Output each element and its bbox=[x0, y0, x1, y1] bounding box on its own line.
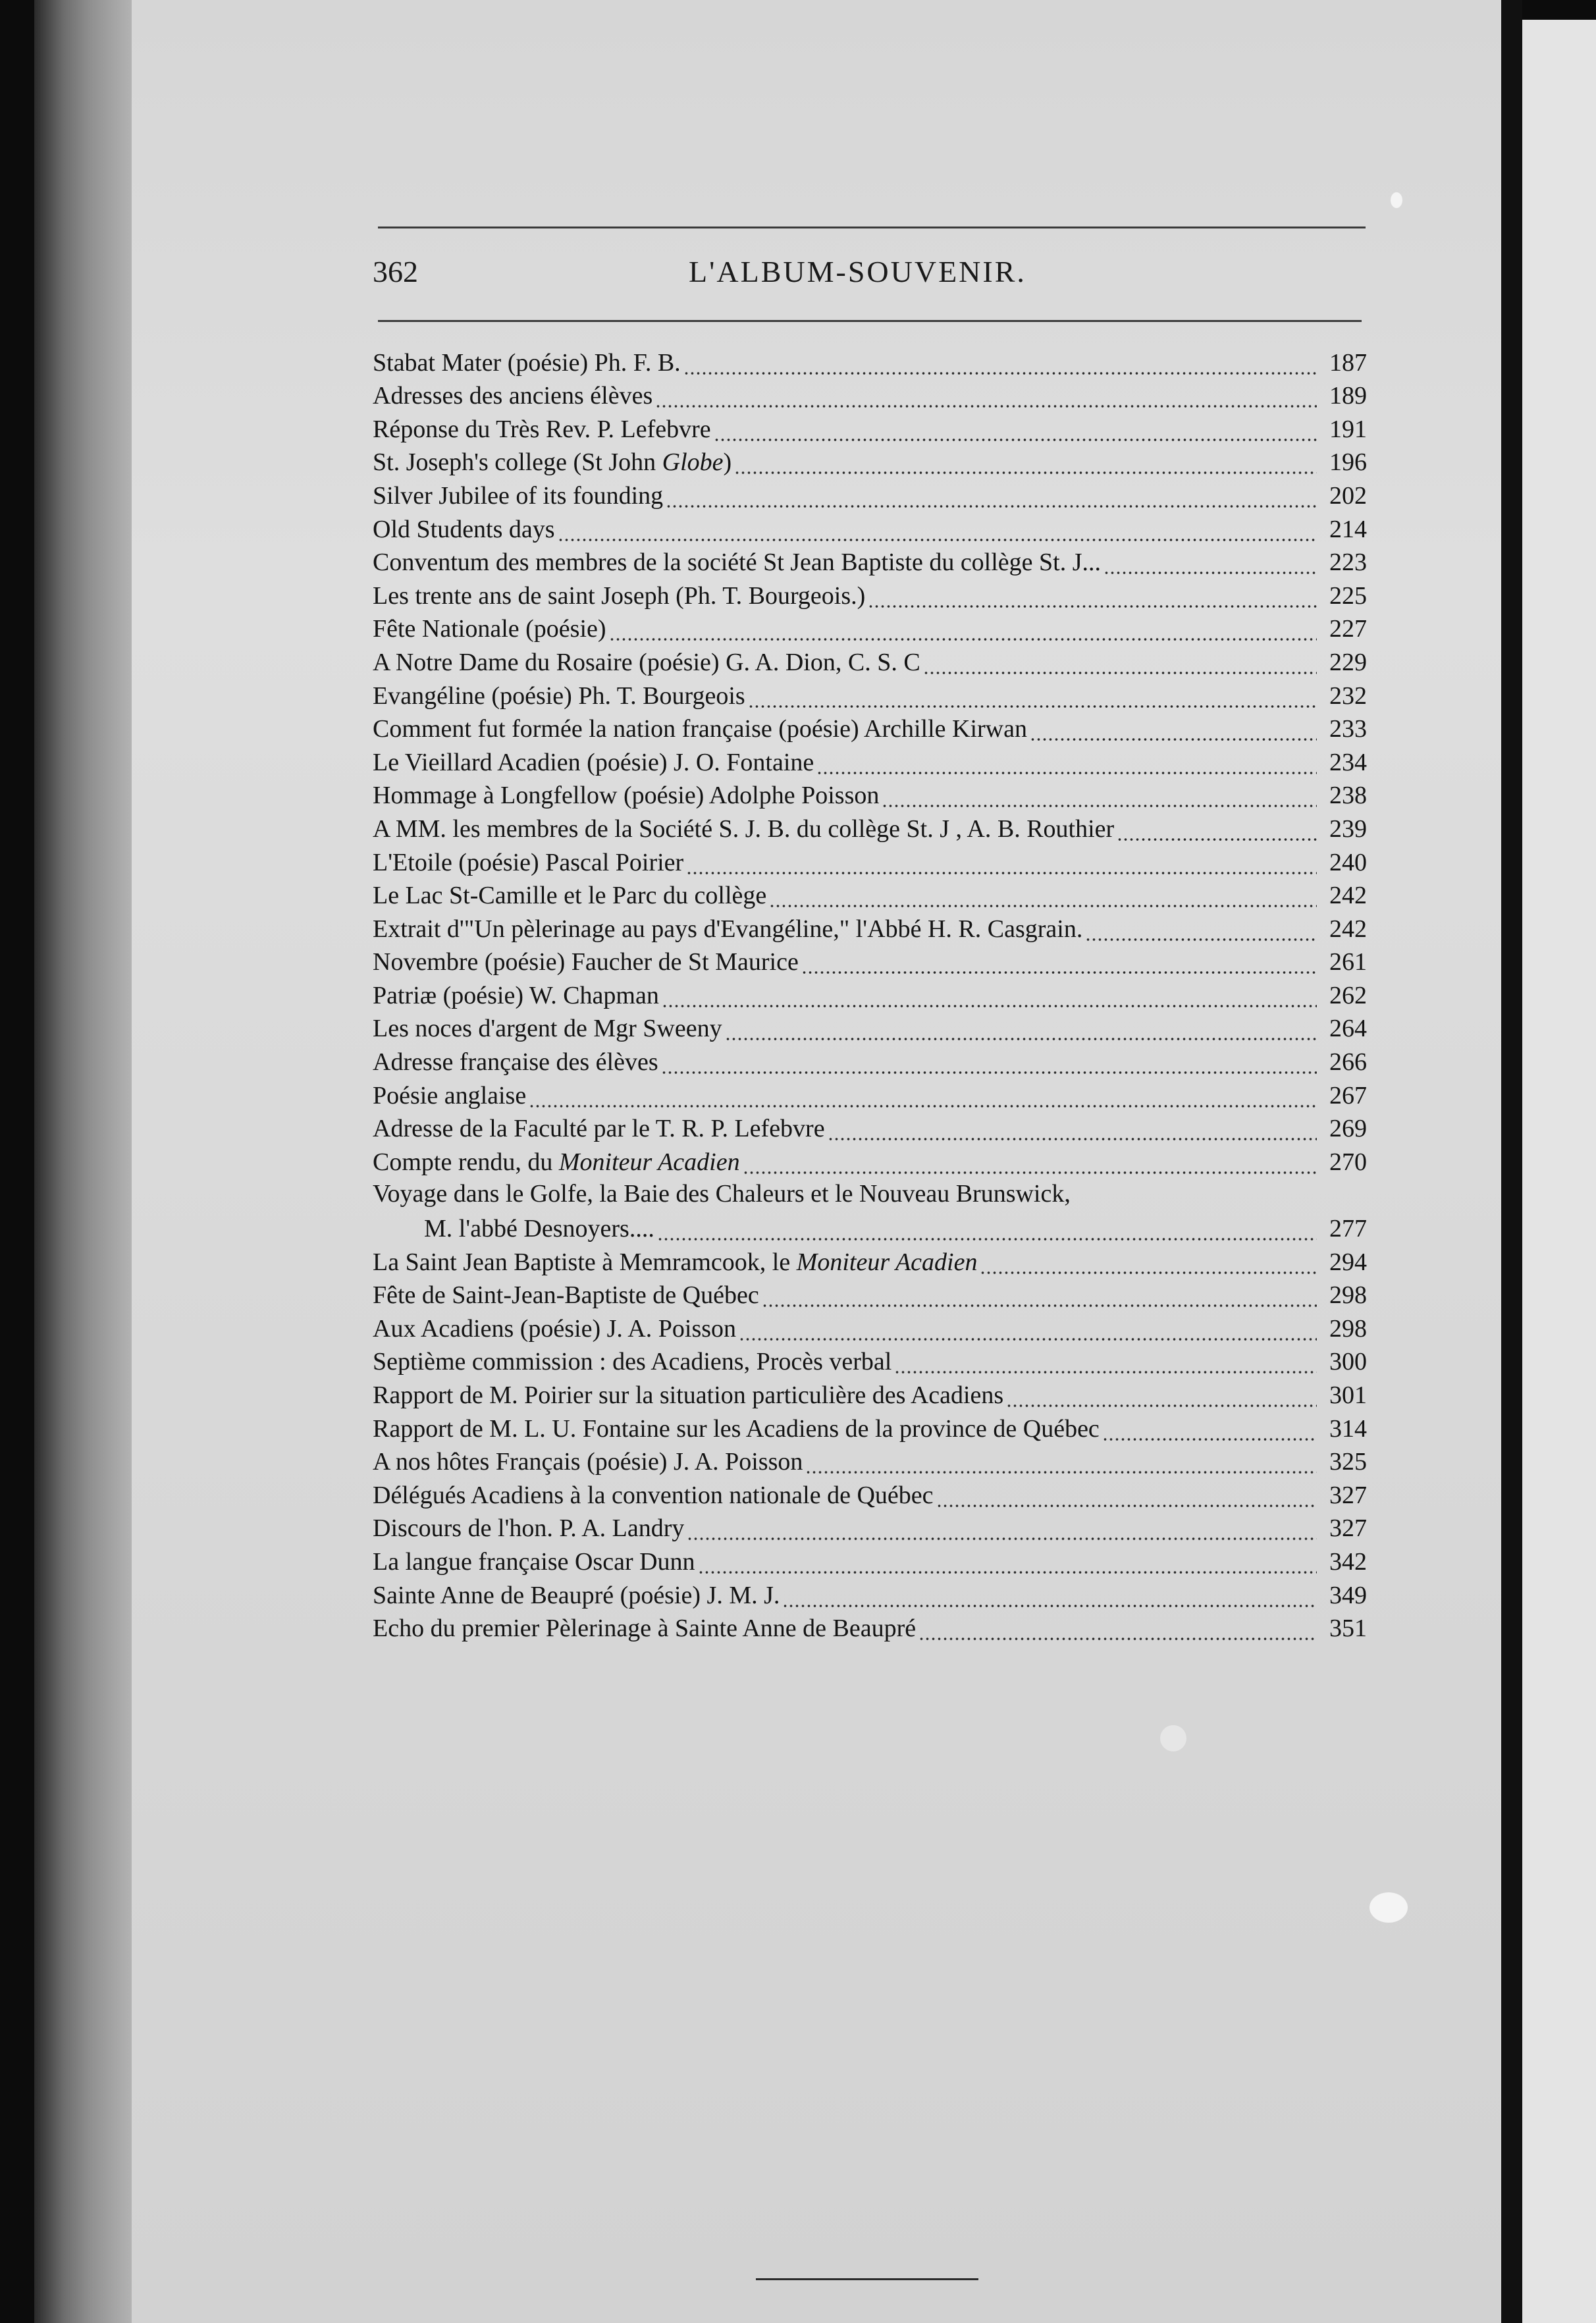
toc-entry-page: 223 bbox=[1329, 548, 1367, 577]
toc-entry bbox=[373, 1445, 1367, 1478]
toc-entry-title-suffix: ) bbox=[723, 448, 732, 477]
toc-entry-title-text: Conventum des membres de la société St Jean Baptiste du collège St. J... bbox=[373, 548, 1102, 577]
dot-leader bbox=[980, 1246, 1317, 1278]
toc-entry bbox=[373, 612, 1367, 645]
toc-entry-title-text: M. l'abbé Desnoyers.... bbox=[424, 1215, 654, 1243]
toc-entry bbox=[373, 1278, 1367, 1312]
dot-leader bbox=[1006, 1379, 1317, 1411]
toc-entry-title bbox=[373, 1013, 722, 1044]
toc-entry-title-text: A nos hôtes Français (poésie) J. A. Poisson bbox=[373, 1448, 803, 1476]
toc-entry-title bbox=[373, 1413, 1100, 1445]
toc-entry-title bbox=[373, 946, 799, 978]
dot-leader bbox=[683, 347, 1317, 379]
dot-leader bbox=[739, 1313, 1317, 1345]
dot-leader bbox=[655, 380, 1317, 412]
toc-entry-title-text: Septième commission : des Acadiens, Procès verbal bbox=[373, 1348, 892, 1376]
toc-entry bbox=[373, 578, 1367, 612]
toc-entry-page: 327 bbox=[1329, 1514, 1367, 1543]
toc-entry bbox=[373, 1345, 1367, 1378]
toc-entry-title bbox=[373, 380, 652, 412]
dot-leader bbox=[687, 1512, 1317, 1544]
toc-entry-title-text: Les trente ans de saint Joseph (Ph. T. Bourgeois.) bbox=[373, 581, 866, 610]
toc-entry-page: 294 bbox=[1329, 1248, 1367, 1276]
toc-entry-title bbox=[373, 847, 683, 878]
toc-entry-page: 266 bbox=[1329, 1048, 1367, 1077]
toc-entry-page: 196 bbox=[1329, 448, 1367, 477]
book-title: L'ALBUM-SOUVENIR. bbox=[689, 255, 1026, 288]
toc-entry-page: 233 bbox=[1329, 715, 1367, 743]
toc-entry-title bbox=[373, 1046, 658, 1078]
toc-entry-page: 234 bbox=[1329, 748, 1367, 776]
toc-entry bbox=[373, 745, 1367, 778]
dot-leader bbox=[918, 1613, 1317, 1644]
facing-page-edge bbox=[1522, 20, 1596, 2323]
toc-entry-title bbox=[373, 1146, 740, 1178]
toc-entry-title-text: Discours de l'hon. P. A. Landry bbox=[373, 1514, 685, 1543]
dot-leader bbox=[1117, 813, 1317, 845]
toc-entry-title bbox=[373, 913, 1082, 945]
toc-entry-page: 327 bbox=[1329, 1481, 1367, 1509]
toc-entry-title bbox=[373, 514, 555, 545]
toc-entry-title bbox=[373, 980, 659, 1011]
toc-entry bbox=[373, 512, 1367, 545]
toc-entry-title-italic: Moniteur Acadien bbox=[796, 1248, 978, 1276]
toc-entry-title bbox=[373, 1446, 803, 1478]
toc-entry-first-line: Voyage dans le Golfe, la Baie des Chaleurs et le Nouveau Brunswick, bbox=[373, 1179, 1071, 1208]
toc-entry bbox=[373, 345, 1367, 379]
scan-speck bbox=[1370, 1892, 1408, 1923]
toc-entry-title-text: Evangéline (poésie) Ph. T. Bourgeois bbox=[373, 681, 745, 710]
toc-entry bbox=[373, 678, 1367, 712]
toc-entry-page: 232 bbox=[1329, 681, 1367, 710]
toc-entry-page: 349 bbox=[1329, 1581, 1367, 1609]
book-gutter bbox=[1501, 0, 1522, 2323]
dot-leader bbox=[923, 647, 1317, 678]
toc-entry-page: 227 bbox=[1329, 615, 1367, 643]
dot-leader bbox=[801, 946, 1317, 978]
dot-leader bbox=[734, 446, 1317, 478]
toc-entry-title bbox=[373, 347, 681, 379]
toc-entry bbox=[373, 1011, 1367, 1045]
toc-entry-title bbox=[373, 1580, 780, 1611]
toc-entry-title-text: Les noces d'argent de Mgr Sweeny bbox=[373, 1015, 722, 1043]
toc-entry-title bbox=[373, 446, 732, 478]
toc-entry bbox=[373, 645, 1367, 678]
toc-entry-title-text: A Notre Dame du Rosaire (poésie) G. A. Dion, C. S. C bbox=[373, 648, 920, 676]
dot-leader bbox=[782, 1580, 1317, 1611]
toc-entry-title bbox=[373, 813, 1114, 845]
toc-entry-title-text: Poésie anglaise bbox=[373, 1081, 527, 1109]
dot-leader bbox=[805, 1446, 1317, 1478]
toc-entry bbox=[373, 1411, 1367, 1445]
dot-leader bbox=[714, 414, 1317, 445]
toc-entry bbox=[373, 811, 1367, 845]
toc-entry-title-text: Novembre (poésie) Faucher de St Maurice bbox=[373, 948, 799, 976]
toc-entry-page: 261 bbox=[1329, 948, 1367, 976]
toc-entry-page: 240 bbox=[1329, 848, 1367, 876]
toc-entry-title-text: Adresse de la Faculté par le T. R. P. Lefebvre bbox=[373, 1115, 825, 1143]
toc-entry-page: 238 bbox=[1329, 782, 1367, 810]
toc-entry-title-text: Stabat Mater (poésie) Ph. F. B. bbox=[373, 348, 681, 377]
toc-entry-page: 300 bbox=[1329, 1348, 1367, 1376]
toc-entry-title bbox=[373, 713, 1027, 745]
running-head bbox=[373, 249, 1367, 295]
toc-entry-page: 267 bbox=[1329, 1081, 1367, 1109]
toc-entry-page: 325 bbox=[1329, 1448, 1367, 1476]
toc-entry-page: 269 bbox=[1329, 1115, 1367, 1143]
toc-entry-title-text: Adresse française des élèves bbox=[373, 1048, 658, 1077]
dot-leader bbox=[657, 1213, 1317, 1244]
toc-entry bbox=[373, 1078, 1367, 1111]
toc-entry-title-text: Echo du premier Pèlerinage à Sainte Anne de Beaupré bbox=[373, 1615, 917, 1643]
toc-entry-page: 298 bbox=[1329, 1314, 1367, 1343]
toc-entry-title-text: Délégués Acadiens à la convention nationale de Québec bbox=[373, 1481, 934, 1509]
toc-entry-title bbox=[373, 1613, 916, 1644]
toc-entry bbox=[373, 978, 1367, 1011]
toc-entry-title bbox=[373, 647, 920, 678]
toc-entry-title-text: Le Vieillard Acadien (poésie) J. O. Fontaine bbox=[373, 748, 814, 776]
toc-entry-title-text: Fête Nationale (poésie) bbox=[373, 615, 606, 643]
dot-leader bbox=[762, 1279, 1317, 1311]
table-of-contents bbox=[373, 345, 1367, 1644]
toc-entry bbox=[373, 1578, 1367, 1611]
dot-leader bbox=[661, 1046, 1317, 1078]
toc-entry-page: 225 bbox=[1329, 581, 1367, 610]
toc-entry-title bbox=[373, 613, 606, 645]
top-rule bbox=[378, 227, 1366, 228]
closing-rule bbox=[756, 2278, 978, 2280]
toc-entry-page: 351 bbox=[1329, 1615, 1367, 1643]
toc-entry bbox=[373, 945, 1367, 978]
toc-entry-page: 264 bbox=[1329, 1015, 1367, 1043]
toc-entry-title bbox=[373, 1246, 977, 1278]
toc-entry-title bbox=[373, 680, 745, 712]
toc-entry-title-text: Fête de Saint-Jean-Baptiste de Québec bbox=[373, 1281, 759, 1310]
dot-leader bbox=[666, 480, 1317, 512]
toc-entry-title bbox=[373, 1279, 759, 1311]
toc-entry bbox=[373, 878, 1367, 912]
dot-leader bbox=[1085, 913, 1317, 945]
dot-leader bbox=[868, 580, 1317, 612]
toc-entry-title bbox=[373, 1213, 654, 1244]
toc-entry-title bbox=[373, 1113, 825, 1144]
dot-leader bbox=[662, 980, 1317, 1011]
toc-entry-page: 277 bbox=[1329, 1215, 1367, 1243]
toc-entry bbox=[373, 1511, 1367, 1545]
dot-leader bbox=[748, 680, 1317, 712]
scan-speck bbox=[1391, 192, 1402, 208]
dot-leader bbox=[529, 1080, 1317, 1111]
toc-entry bbox=[373, 845, 1367, 878]
toc-entry-title-text: Sainte Anne de Beaupré (poésie) J. M. J. bbox=[373, 1581, 780, 1609]
toc-entry-title bbox=[373, 1379, 1003, 1411]
toc-entry-title-text: Patriæ (poésie) W. Chapman bbox=[373, 981, 659, 1009]
toc-entry-title-text: La langue française Oscar Dunn bbox=[373, 1547, 695, 1576]
toc-entry-title-text: La Saint Jean Baptiste à Memramcook, le bbox=[373, 1248, 797, 1276]
dot-leader bbox=[769, 880, 1317, 911]
toc-entry-page: 342 bbox=[1329, 1547, 1367, 1576]
toc-entry bbox=[373, 1611, 1367, 1645]
toc-entry-title bbox=[373, 547, 1101, 578]
dot-leader bbox=[609, 613, 1317, 645]
toc-entry-title-text: Rapport de M. Poirier sur la situation particulière des Acadiens bbox=[373, 1381, 1004, 1409]
toc-entry-page: 242 bbox=[1329, 915, 1367, 943]
toc-entry bbox=[373, 412, 1367, 445]
toc-entry-title bbox=[373, 1313, 736, 1345]
dot-leader bbox=[936, 1480, 1317, 1511]
dot-leader bbox=[1030, 713, 1317, 745]
toc-entry bbox=[373, 1111, 1367, 1145]
toc-entry bbox=[373, 911, 1367, 945]
toc-entry-title bbox=[373, 747, 814, 778]
toc-entry-title-text: Compte rendu, du bbox=[373, 1148, 559, 1176]
dot-leader bbox=[743, 1146, 1317, 1178]
toc-entry-title-italic: Globe bbox=[662, 448, 724, 477]
toc-entry-title bbox=[373, 1346, 891, 1377]
toc-entry-page: 189 bbox=[1329, 382, 1367, 410]
toc-entry-title-text: Extrait d'"Un pèlerinage au pays d'Evangéline," l'Abbé H. R. Casgrain. bbox=[373, 915, 1083, 943]
toc-entry bbox=[373, 1044, 1367, 1078]
toc-entry-page: 191 bbox=[1329, 415, 1367, 443]
dot-leader bbox=[686, 847, 1317, 878]
toc-entry-page: 187 bbox=[1329, 348, 1367, 377]
dot-leader bbox=[894, 1346, 1317, 1377]
toc-entry-title-text: L'Etoile (poésie) Pascal Poirier bbox=[373, 848, 684, 876]
toc-entry-page: 298 bbox=[1329, 1281, 1367, 1310]
toc-entry-title-text: St. Joseph's college (St John bbox=[373, 448, 662, 477]
toc-entry bbox=[373, 1377, 1367, 1411]
toc-entry-title-text: Comment fut formée la nation française (poésie) Archille Kirwan bbox=[373, 715, 1027, 743]
toc-entry-page: 229 bbox=[1329, 648, 1367, 676]
toc-entry bbox=[373, 1144, 1367, 1178]
scan-speck bbox=[1160, 1725, 1186, 1751]
toc-entry bbox=[373, 379, 1367, 412]
toc-entry bbox=[373, 478, 1367, 512]
dot-leader bbox=[558, 514, 1317, 545]
toc-entry bbox=[373, 778, 1367, 812]
toc-entry-title bbox=[373, 1080, 526, 1111]
toc-entry-page: 214 bbox=[1329, 515, 1367, 543]
book-page-edges bbox=[34, 0, 133, 2323]
dot-leader bbox=[1102, 1413, 1317, 1445]
toc-entry bbox=[373, 445, 1367, 479]
dot-leader bbox=[698, 1546, 1317, 1578]
toc-entry-page: 242 bbox=[1329, 882, 1367, 910]
toc-entry-title-text: Réponse du Très Rev. P. Lefebvre bbox=[373, 415, 711, 443]
toc-entry bbox=[373, 1311, 1367, 1345]
toc-entry-page: 314 bbox=[1329, 1414, 1367, 1443]
dot-leader bbox=[882, 780, 1317, 811]
toc-entry-title bbox=[373, 780, 879, 811]
toc-entry bbox=[373, 1478, 1367, 1511]
toc-entry bbox=[373, 1244, 1367, 1278]
toc-entry-title bbox=[373, 1512, 684, 1544]
toc-entry-title bbox=[373, 480, 663, 512]
toc-entry-title-italic: Moniteur Acadien bbox=[558, 1148, 740, 1176]
toc-entry-title bbox=[373, 1546, 695, 1578]
toc-entry-title-text: Le Lac St-Camille et le Parc du collège bbox=[373, 882, 767, 910]
toc-entry-title-text: Old Students days bbox=[373, 515, 555, 543]
toc-entry-page: 270 bbox=[1329, 1148, 1367, 1176]
dot-leader bbox=[828, 1113, 1317, 1144]
toc-entry-title bbox=[373, 580, 865, 612]
toc-entry bbox=[373, 712, 1367, 745]
toc-entry-title-text: Rapport de M. L. U. Fontaine sur les Acadiens de la province de Québec bbox=[373, 1414, 1100, 1443]
toc-entry-title bbox=[373, 880, 766, 911]
dot-leader bbox=[725, 1013, 1317, 1044]
toc-entry-title-text: A MM. les membres de la Société S. J. B. du collège St. J , A. B. Routhier bbox=[373, 814, 1115, 843]
toc-entry-page: 262 bbox=[1329, 981, 1367, 1009]
toc-entry-title-text: Aux Acadiens (poésie) J. A. Poisson bbox=[373, 1314, 737, 1343]
toc-entry bbox=[373, 1211, 1367, 1244]
toc-entry-title-text: Hommage à Longfellow (poésie) Adolphe Poisson bbox=[373, 782, 880, 810]
toc-entry-page: 301 bbox=[1329, 1381, 1367, 1409]
toc-entry-page: 239 bbox=[1329, 814, 1367, 843]
toc-entry-title-text: Adresses des anciens élèves bbox=[373, 382, 653, 410]
toc-entry-page: 202 bbox=[1329, 481, 1367, 510]
header-rule bbox=[378, 320, 1362, 322]
toc-entry bbox=[373, 545, 1367, 579]
toc-entry-title bbox=[373, 1480, 934, 1511]
page-number: 362 bbox=[373, 255, 418, 288]
toc-entry-title bbox=[373, 414, 711, 445]
toc-entry-title-text: Silver Jubilee of its founding bbox=[373, 481, 664, 510]
dot-leader bbox=[816, 747, 1317, 778]
toc-entry bbox=[373, 1544, 1367, 1578]
dot-leader bbox=[1104, 547, 1317, 578]
